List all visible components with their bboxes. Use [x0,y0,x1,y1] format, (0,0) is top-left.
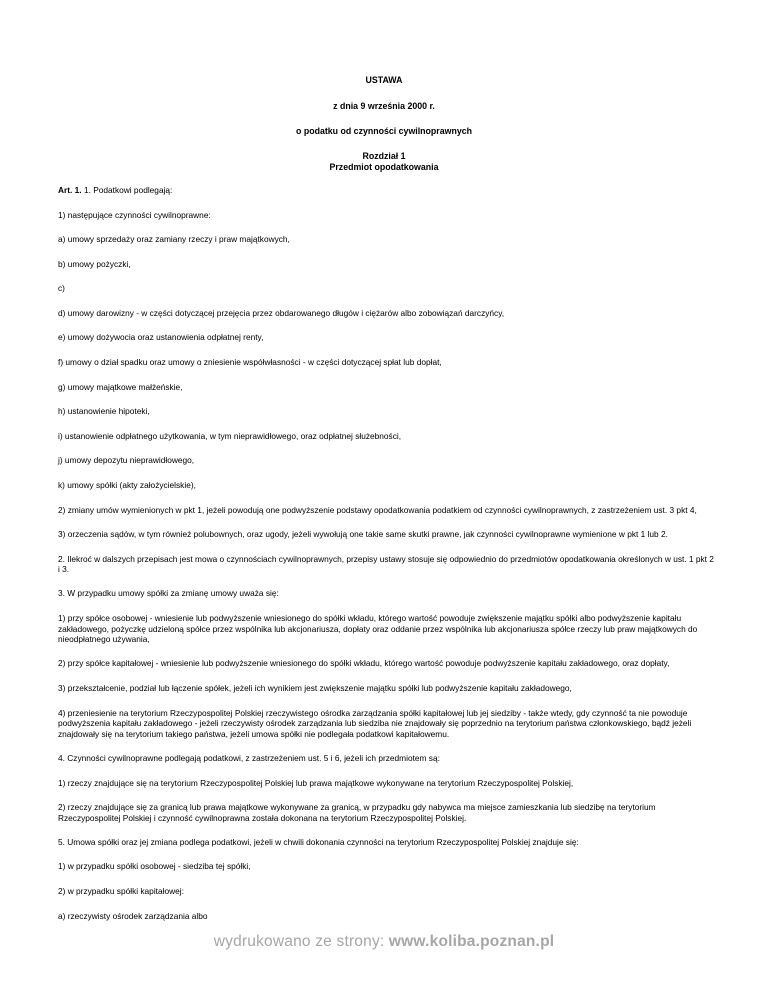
paragraph: g) umowy majątkowe małżeńskie, [58,381,183,392]
paragraph: e) umowy dożywocia oraz ustanowienia odpłatnej renty, [58,332,264,343]
article-label: Art. 1. [58,185,82,195]
footer-prefix: wydrukowano ze strony: [213,933,389,950]
paragraph: b) umowy pożyczki, [58,258,131,269]
chapter-title: Przedmiot opodatkowania [329,162,439,172]
article-text: 1. Podatkowi podlegają: [83,185,173,195]
paragraph: 2. Ilekroć w dalszych przepisach jest mowa o czynnościach cywilnoprawnych, przepisy ustawy stosuje się odpowiednio do przedmiotów opodatkowania określonych w ust. 1 pkt 2 i 3. [58,553,714,575]
paragraph: 3. W przypadku umowy spółki za zmianę umowy uważa się: [58,588,279,599]
paragraph: 1) następujące czynności cywilnoprawne: [58,209,211,220]
paragraph: i) ustanowienie odpłatnego użytkowania, w tym nieprawidłowego, oraz odpłatnej służebności, [58,430,402,441]
paragraph: 2) w przypadku spółki kapitałowej: [58,886,184,897]
act-date: z dnia 9 września 2000 r. [333,101,435,111]
chapter-number: Rozdział 1 [362,151,406,161]
paragraph: j) umowy depozytu nieprawidłowego, [58,455,195,466]
paragraph: 1) przy spółce osobowej - wniesienie lub podwyższenie wniesionego do spółki wkładu, którego wartość powoduje zwiększenie majątku spółki albo podwyższenie kapitału zakładowego, pożyczkę udzieloną spółce przez wspólnika lub akcjonariusza, dopłaty oraz oddanie przez wspólnika lub akcjonariusza spółce rzeczy lub praw majątkowych do nieodpłatnego używania, [58,612,698,645]
article-intro [58,185,718,196]
paragraph: 2) zmiany umów wymienionych w pkt 1, jeżeli powodują one podwyższenie podstawy opodatkowania podatkiem od czynności cywilnoprawnych, z zastrzeżeniem ust. 3 pkt 4, [58,504,697,515]
paragraph: f) umowy o dział spadku oraz umowy o zniesienie współwłasności - w części dotyczącej spłat lub dopłat, [58,357,442,368]
paragraph: 3) przekształcenie, podział lub łączenie spółek, jeżeli ich wynikiem jest zwiększenie majątku spółki lub podwyższenie kapitału zakładowego, [58,683,572,693]
paragraph: d) umowy darowizny - w części dotyczącej przejęcia przez obdarowanego długów i ciężarów albo zobowiązań darczyńcy, [58,307,505,318]
paragraph: a) umowy sprzedaży oraz zamiany rzeczy i praw majątkowych, [58,234,290,245]
act-subject: o podatku od czynności cywilnoprawnych [296,126,472,136]
paragraph: c) [58,283,65,294]
paragraph: 2) rzeczy znajdujące się za granicą lub prawa majątkowe wykonywane za granicą, w przypadku gdy nabywca ma miejsce zamieszkania lub siedzibę na terytorium Rzeczypospolitej Polskiej i czynność cywilnoprawna została dokonana na terytorium Rzeczypospolitej Polskiej. [58,802,656,823]
paragraph: 1) w przypadku spółki osobowej - siedziba tej spółki, [58,861,251,872]
print-footer [0,932,768,952]
act-title: USTAWA [365,75,403,85]
paragraph: 4. Czynności cywilnoprawne podlegają podatkowi, z zastrzeżeniem ust. 5 i 6, jeżeli ich przedmiotem są: [58,753,440,764]
paragraph: 3) orzeczenia sądów, w tym również polubownych, oraz ugody, jeżeli wywołują one takie same skutki prawne, jak czynności cywilnoprawne wymienione w pkt 1 lub 2. [58,529,668,540]
paragraph: a) rzeczywisty ośrodek zarządzania albo [58,910,208,921]
paragraph: 1) rzeczy znajdujące się na terytorium Rzeczypospolitej Polskiej lub prawa majątkowe wykonywane na terytorium Rzeczypospolitej Polskiej, [58,777,574,788]
paragraph: 2) przy spółce kapitałowej - wniesienie lub podwyższenie wniesionego do spółki wkładu, którego wartość powoduje podwyższenie kapitału zakładowego, oraz dopłaty, [58,658,670,669]
paragraph: 4) przeniesienie na terytorium Rzeczypospolitej Polskiej rzeczywistego ośrodka zarządzania spółki kapitałowej lub jej siedziby - także wtedy, gdy czynność ta nie powoduje podwyższenia kapitału zakładowego - jeżeli rzeczywisty ośrodek zarządzania lub siedziba nie znajdowały się poprzednio na terytorium państwa członkowskiego, bądź jeżeli znajdowały się na terytorium takiego państwa, jeżeli umowa spółki nie podlegała podatkowi kapitałowemu. [58,707,692,739]
footer-domain: www.koliba.poznan.pl [388,933,555,950]
paragraph: h) ustanowienie hipoteki, [58,406,150,417]
paragraph: 5. Umowa spółki oraz jej zmiana podlega podatkowi, jeżeli w chwili dokonania czynności na terytorium Rzeczypospolitej Polskiej znajduje się: [58,836,579,847]
paragraph: k) umowy spółki (akty założycielskie), [58,479,196,490]
